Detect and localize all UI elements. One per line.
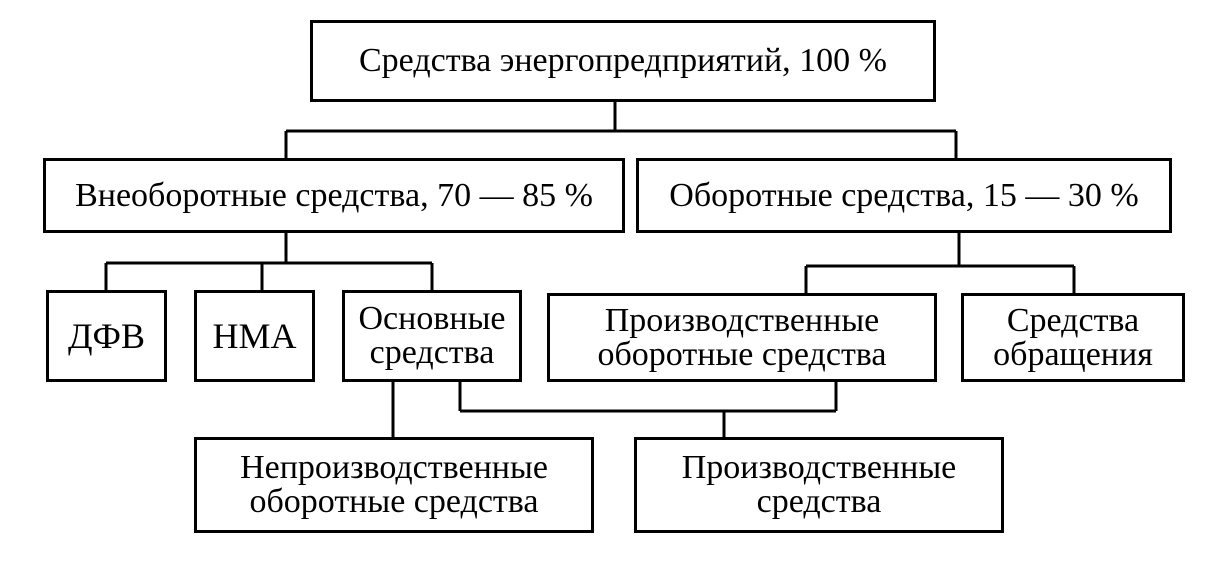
node-circulation-assets-label: Средства обращения: [993, 301, 1153, 373]
node-fixed-assets-label: Основные средства: [358, 300, 506, 371]
node-noncurrent-assets-label: Внеоборотные средства, 70 — 85 %: [75, 176, 593, 214]
node-current-assets-label: Оборотные средства, 15 — 30 %: [669, 176, 1139, 214]
node-production-assets: [634, 437, 1004, 533]
node-dfv-label: ДФВ: [67, 316, 145, 356]
node-fixed-assets: [342, 290, 522, 382]
node-noncurrent-assets: [43, 158, 625, 233]
node-enterprise-assets-label: Средства энергопредприятий, 100 %: [359, 42, 887, 79]
node-dfv: [46, 290, 167, 382]
node-production-current-assets: [547, 293, 937, 382]
node-current-assets: [636, 158, 1172, 233]
node-nonproduction-current-assets-label: Непроизводственные оборотные средства: [240, 449, 548, 520]
node-nma-label: НМА: [212, 316, 297, 356]
node-circulation-assets: [961, 293, 1185, 382]
node-nma: [194, 290, 315, 382]
node-nonproduction-current-assets: [194, 437, 594, 533]
node-production-current-assets-label: Производственные оборотные средства: [597, 301, 887, 373]
node-enterprise-assets: [310, 20, 936, 102]
node-production-assets-label: Производственные средства: [681, 449, 957, 520]
